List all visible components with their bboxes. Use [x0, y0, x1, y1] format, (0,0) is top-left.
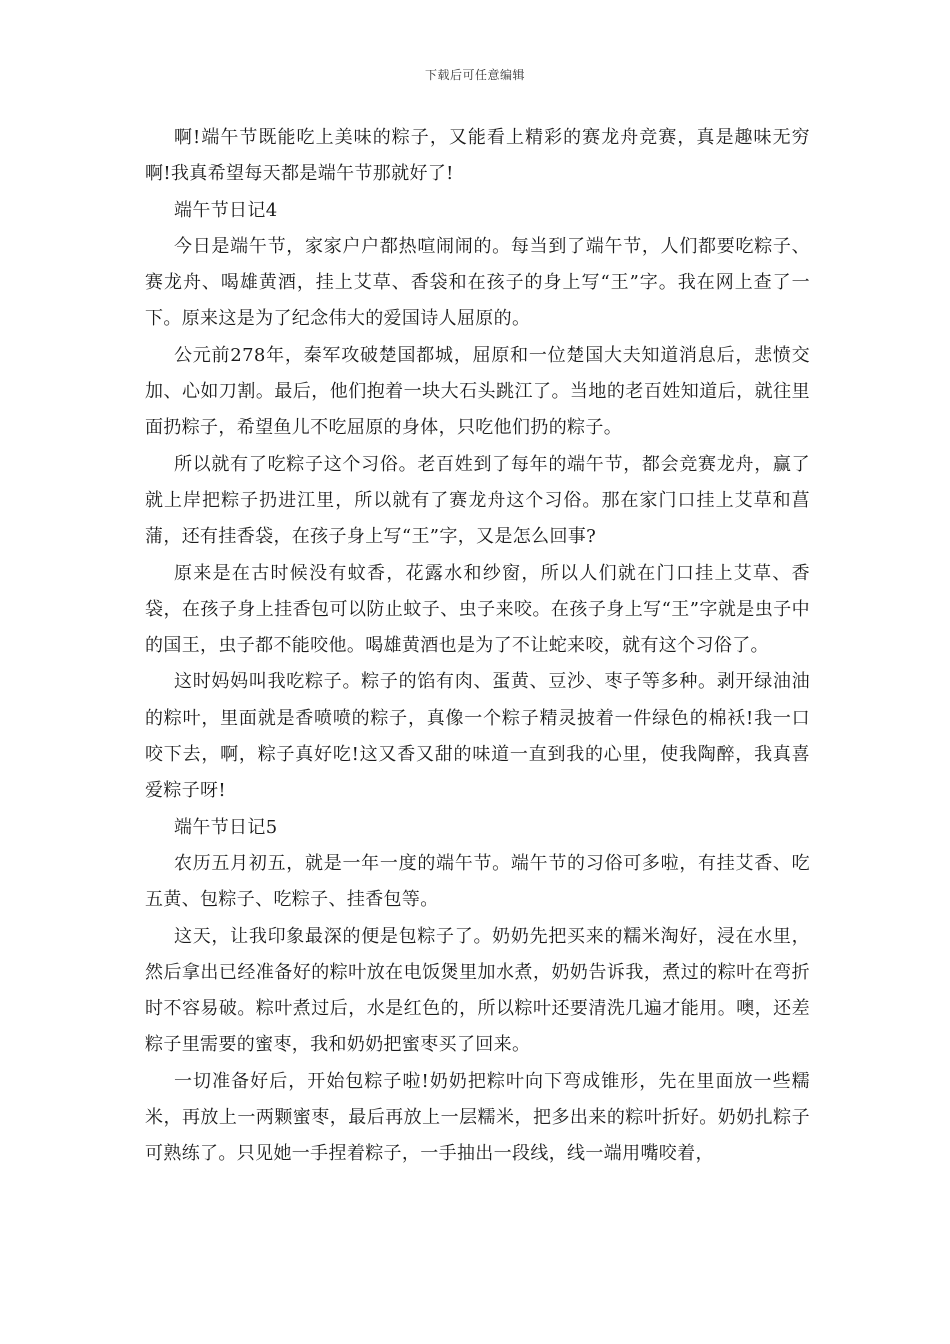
paragraph: 这天，让我印象最深的便是包粽子了。奶奶先把买来的糯米淘好，浸在水里，然后拿出已经准备好的粽叶放在电饭煲里加水煮，奶奶告诉我，煮过的粽叶在弯折时不容易破。粽叶煮过后，水是红色的，所以粽叶还要清洗几遍才能用。噢，还差粽子里需要的蜜枣，我和奶奶把蜜枣买了回来。	[145, 925, 810, 1056]
section-heading: 端午节日记5	[174, 816, 278, 838]
paragraph: 一切准备好后，开始包粽子啦!奶奶把粽叶向下弯成锥形，先在里面放一些糯米，再放上一两颗蜜枣，最后再放上一层糯米，把多出来的粽叶折好。奶奶扎粽子可熟练了。只见她一手捏着粽子，一手抽出一段线，线一端用嘴咬着，	[145, 1070, 810, 1165]
paragraph: 啊!端午节既能吃上美味的粽子，又能看上精彩的赛龙舟竞赛，真是趣味无穷啊!我真希望每天都是端午节那就好了!	[145, 127, 810, 185]
paragraph: 这时妈妈叫我吃粽子。粽子的馅有肉、蛋黄、豆沙、枣子等多种。剥开绿油油的粽叶，里面就是香喷喷的粽子，真像一个粽子精灵披着一件绿色的棉袄!我一口咬下去，啊，粽子真好吃!这又香又甜的味道一直到我的心里，使我陶醉，我真喜爱粽子呀!	[145, 671, 810, 802]
paragraph: 今日是端午节，家家户户都热喧闹闹的。每当到了端午节，人们都要吃粽子、赛龙舟、喝雄黄酒，挂上艾草、香袋和在孩子的身上写“王”字。我在网上查了一下。原来这是为了纪念伟大的爱国诗人屈原的。	[145, 235, 810, 330]
section-heading: 端午节日记4	[174, 199, 278, 221]
paragraph: 所以就有了吃粽子这个习俗。老百姓到了每年的端午节，都会竞赛龙舟，赢了就上岸把粽子扔进江里，所以就有了赛龙舟这个习俗。那在家门口挂上艾草和菖蒲，还有挂香袋，在孩子身上写“王”字，又是怎么回事?	[145, 453, 810, 548]
page-header-note: 下载后可任意编辑	[424, 68, 525, 82]
paragraph: 农历五月初五，就是一年一度的端午节。端午节的习俗可多啦，有挂艾香、吃五黄、包粽子、吃粽子、挂香包等。	[145, 852, 810, 911]
paragraph: 公元前278年，秦军攻破楚国都城，屈原和一位楚国大夫知道消息后，悲愤交加、心如刀割。最后，他们抱着一块大石头跳江了。当地的老百姓知道后，就往里面扔粽子，希望鱼儿不吃屈原的身体，只吃他们扔的粽子。	[145, 344, 810, 439]
document-body	[145, 120, 810, 1173]
paragraph: 原来是在古时候没有蚊香，花露水和纱窗，所以人们就在门口挂上艾草、香袋，在孩子身上挂香包可以防止蚊子、虫子来咬。在孩子身上写“王”字就是虫子中的国王，虫子都不能咬他。喝雄黄酒也是为了不让蛇来咬，就有这个习俗了。	[145, 562, 810, 657]
